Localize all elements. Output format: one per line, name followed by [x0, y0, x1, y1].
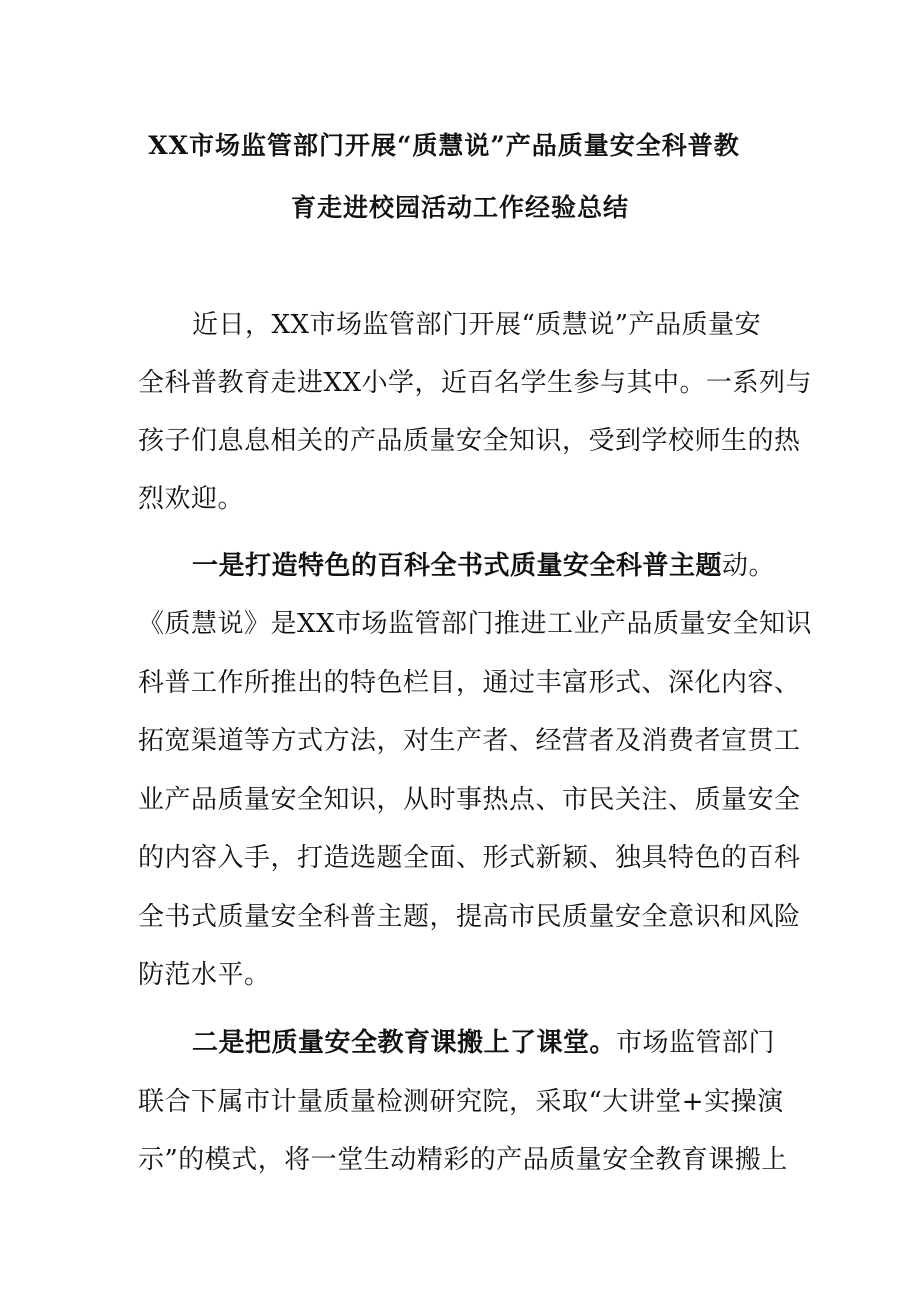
document-title-line-2: 育走进校园活动工作经验总结	[290, 193, 629, 222]
paragraph-2-line-4: 业产品质量安全知识，从时事热点、市民关注、质量安全	[138, 785, 801, 815]
paragraph-1-line-1: 近日，XX市场监管部门开展“质慧说”产品质量安	[192, 310, 762, 340]
paragraph-2-line-3: 拓宽渠道等方式方法，对生产者、经营者及消费者宣贯工	[138, 726, 801, 756]
paragraph-2-line-7: 防范水平。	[138, 960, 271, 990]
paragraph-1-line-4: 烈欢迎。	[138, 484, 245, 514]
document-title-line-1: XX市场监管部门开展“质慧说”产品质量安全科普教	[148, 131, 740, 160]
paragraph-2-line-6: 全书式质量安全科普主题，提高市民质量安全意识和风险	[138, 902, 801, 932]
paragraph-2-heading-rest: 动。	[722, 551, 776, 581]
paragraph-3-heading	[192, 1023, 842, 1063]
paragraph-2-line-5: 的内容入手，打造选题全面、形式新颖、独具特色的百科	[138, 843, 801, 873]
paragraph-3-heading-rest: 市场监管部门	[616, 1028, 776, 1058]
paragraph-3-line-2: 示”的模式，将一堂生动精彩的产品质量安全教育课搬上	[138, 1145, 788, 1175]
paragraph-3-line-1: 联合下属市计量质量检测研究院，采取“大讲堂+实操演	[138, 1087, 784, 1117]
paragraph-2-line-2: 科普工作所推出的特色栏目，通过丰富形式、深化内容、	[138, 668, 801, 698]
paragraph-2-heading	[192, 546, 842, 586]
paragraph-1-line-2: 全科普教育走进XX小学，近百名学生参与其中。一系列与	[138, 368, 813, 398]
paragraph-2-heading-bold: 一是打造特色的百科全书式质量安全科普主题	[192, 551, 723, 581]
paragraph-1-line-3: 孩子们息息相关的产品质量安全知识，受到学校师生的热	[138, 426, 801, 456]
paragraph-3-heading-bold: 二是把质量安全教育课搬上了课堂。	[192, 1028, 617, 1058]
paragraph-2-line-1: 《质慧说》是XX市场监管部门推进工业产品质量安全知识	[138, 609, 813, 639]
